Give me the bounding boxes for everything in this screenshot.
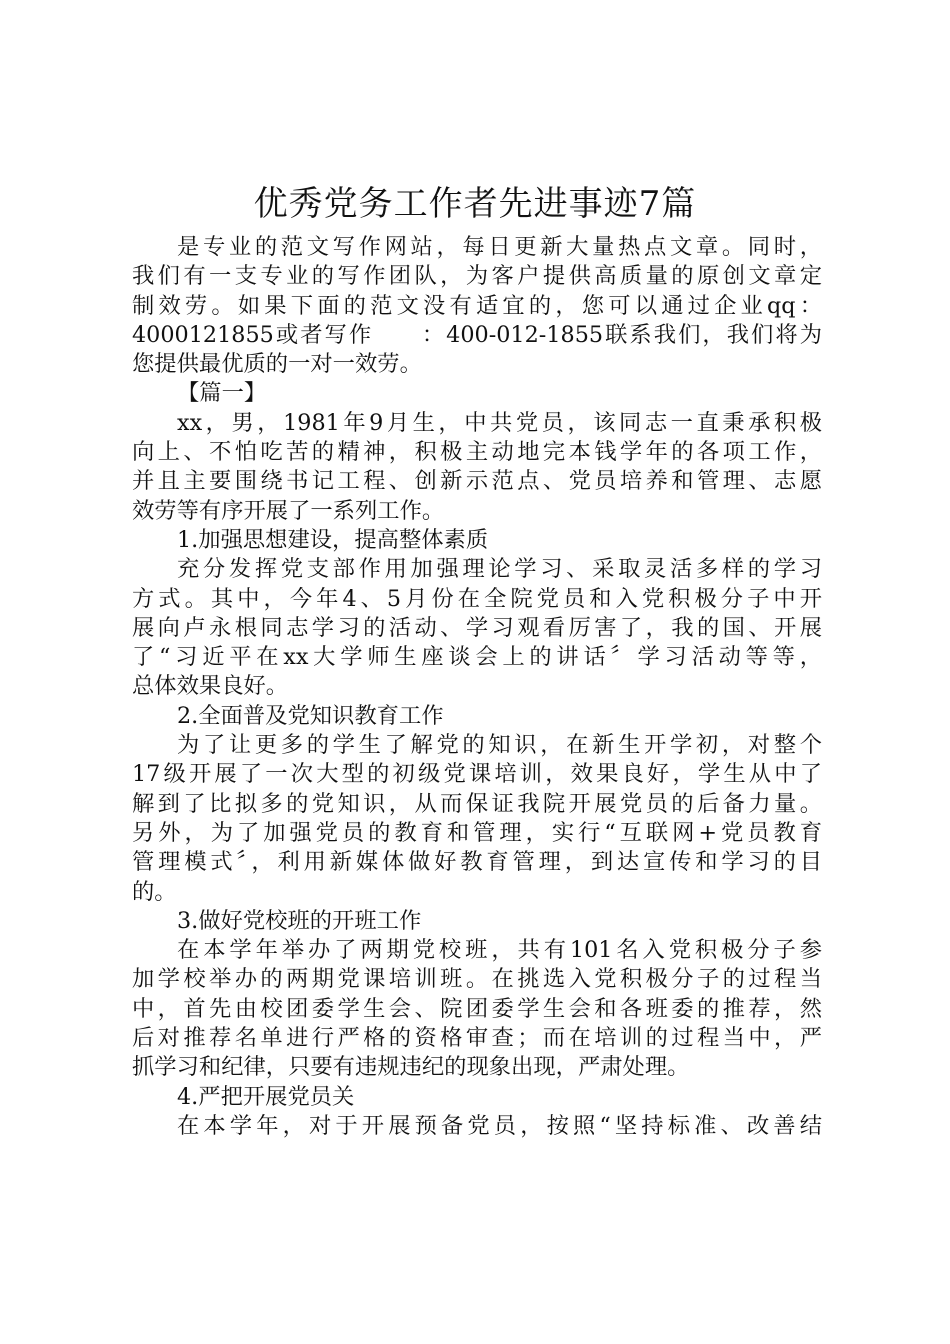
body-line: 我们有一支专业的写作团队，为客户提供高质量的原创文章定 [132, 263, 822, 290]
body-line: 并且主要围绕书记工程、创新示范点、党员培养和管理、志愿 [132, 468, 822, 495]
body-line: 制效劳。如果下面的范文没有适宜的，您可以通过企业qq： [132, 292, 822, 319]
body-line: 解到了比拟多的党知识，从而保证我院开展党员的后备力量。 [132, 790, 822, 817]
body-line: 2.全面普及党知识教育工作 [177, 702, 444, 729]
body-line: 为了让更多的学生了解党的知识，在新生开学初，对整个 [177, 732, 822, 759]
document-body [132, 233, 822, 1141]
body-line: 【篇一】 [177, 380, 267, 407]
body-line: 4.严把开展党员关 [177, 1083, 355, 1110]
body-line: 展向卢永根同志学习的活动、学习观看厉害了，我的国、开展 [132, 614, 822, 641]
body-line: 在本学年，对于开展预备党员，按照“坚持标准、改善结 [177, 1112, 822, 1139]
body-line: 在本学年举办了两期党校班，共有101名入党积极分子参 [177, 937, 822, 964]
body-line: 方式。其中，今年4、5月份在全院党员和入党积极分子中开 [132, 585, 822, 612]
body-line: 管理模式〞，利用新媒体做好教育管理，到达宣传和学习的目 [132, 849, 822, 876]
body-line: 加学校举办的两期党课培训班。在挑选入党积极分子的过程当 [132, 966, 822, 993]
body-line: xx，男，1981年9月生，中共党员，该同志一直秉承积极 [177, 409, 822, 436]
body-line: 充分发挥党支部作用加强理论学习、采取灵活多样的学习 [177, 556, 822, 583]
body-line: 4000121855或者写作 ：400-012-1855联系我们，我们将为 [132, 321, 822, 348]
body-line: 是专业的范文写作网站，每日更新大量热点文章。同时， [177, 234, 822, 260]
body-line: 效劳等有序开展了一系列工作。 [132, 497, 445, 524]
body-line: 的。 [132, 878, 177, 905]
body-line: 3.做好党校班的开班工作 [177, 907, 422, 934]
body-line: 向上、不怕吃苦的精神，积极主动地完本钱学年的各项工作， [132, 439, 822, 466]
body-line: 中，首先由校团委学生会、院团委学生会和各班委的推荐，然 [132, 995, 822, 1022]
body-line: 17级开展了一次大型的初级党课培训，效果良好，学生从中了 [132, 761, 822, 788]
body-line: 总体效果良好。 [132, 673, 289, 700]
body-line: 1.加强思想建设，提高整体素质 [177, 526, 489, 553]
body-line: 抓学习和纪律，只要有违规违纪的现象出现，严肃处理。 [132, 1054, 690, 1081]
body-line: 另外，为了加强党员的教育和管理，实行“互联网+党员教育 [132, 819, 822, 846]
body-line: 了“习近平在xx大学师生座谈会上的讲话〞学习活动等等， [132, 644, 822, 671]
document-title: 优秀党务工作者先进事迹7篇 [253, 184, 697, 224]
body-line: 您提供最优质的一对一效劳。 [132, 351, 422, 378]
body-line: 后对推荐名单进行严格的资格审查；而在培训的过程当中，严 [132, 1025, 822, 1052]
